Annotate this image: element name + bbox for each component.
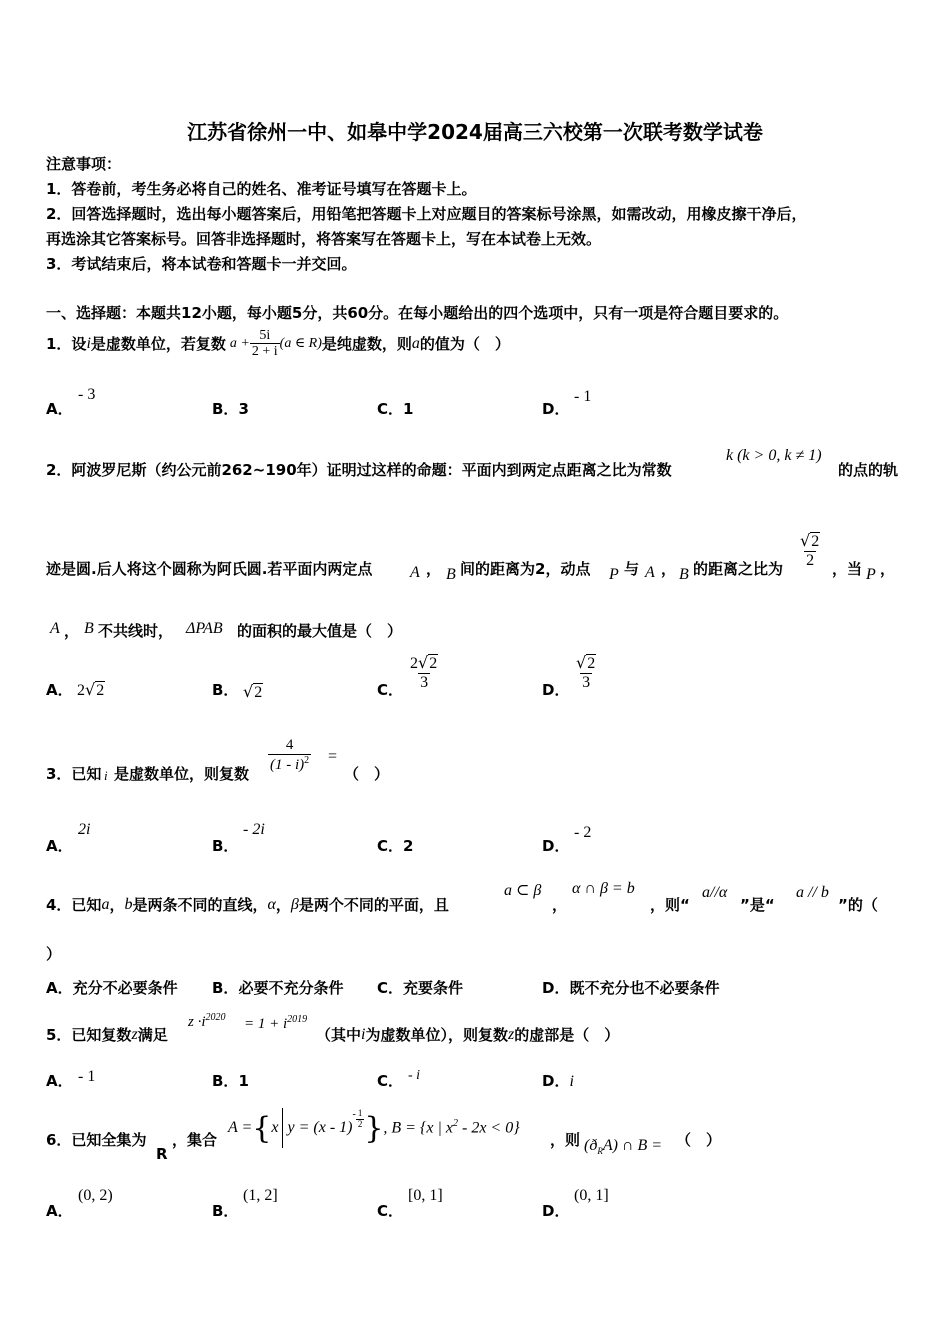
q1-option-c: C．1 bbox=[377, 400, 414, 418]
q5-z: z bbox=[131, 1025, 138, 1043]
notice-item: 3．考试结束后，将本试卷和答题卡一并交回。 bbox=[46, 255, 357, 273]
q2-comma4: ， bbox=[64, 622, 80, 640]
q2-comma2: ， bbox=[661, 560, 677, 578]
q6-set-b: , B = {x | $x^2 - 2x < 0$} bbox=[383, 1118, 520, 1137]
q1-option-a: A． bbox=[46, 400, 73, 418]
q4-end: ”的（ bbox=[838, 896, 878, 914]
q4-mid4: ”是“ bbox=[740, 896, 775, 914]
q2-k-expr: k (k > 0, k ≠ 1) bbox=[726, 447, 822, 464]
q1-option-d: D． bbox=[542, 400, 570, 418]
q2-line2-d: ，当 bbox=[832, 560, 863, 578]
q6-set-a-label: A = bbox=[228, 1119, 253, 1136]
q4-expr2: α ∩ β = b bbox=[572, 880, 635, 897]
q5-option-a: A． bbox=[46, 1072, 73, 1090]
q2-point-b3: B bbox=[84, 620, 94, 637]
q2-line1-end: 的点的轨 bbox=[838, 461, 899, 479]
q6-set-a-cond: y = (x - 1) bbox=[287, 1119, 353, 1136]
q4-expr3: a//α bbox=[702, 884, 728, 901]
q2-line3-c: 的面积的最大值是（ ） bbox=[237, 622, 403, 640]
q4-option-d: D．既不充分也不必要条件 bbox=[542, 979, 720, 997]
q5-z2: z bbox=[507, 1025, 515, 1043]
q1-option-b: B．3 bbox=[212, 400, 249, 418]
q2-point-a2: A bbox=[645, 564, 655, 581]
q6-post: ，则 bbox=[550, 1131, 581, 1149]
q2-option-b: B． bbox=[212, 681, 239, 699]
q3-end: （ ） bbox=[344, 765, 390, 783]
q4-beta: β bbox=[290, 895, 299, 913]
q3-option-b-value: - 2i bbox=[243, 821, 265, 838]
q5-option-a-value: - 1 bbox=[78, 1068, 96, 1085]
q5-option-d: D．i bbox=[542, 1072, 574, 1090]
q2-option-c: C． bbox=[377, 681, 404, 699]
q6-result: $(ð_RA)$ ∩ B = bbox=[584, 1137, 663, 1157]
q2-point-a: A bbox=[410, 564, 420, 581]
q5-i: i bbox=[361, 1025, 366, 1043]
q4-prefix: 4．已知 bbox=[46, 896, 102, 914]
q2-line2-a: 迹是圆.后人将这个圆称为阿氏圆.若平面内两定点 bbox=[46, 560, 373, 578]
q6-option-c: C． bbox=[377, 1202, 404, 1220]
page-title: 江苏省徐州一中、如皋中学2024届高三六校第一次联考数学试卷 bbox=[187, 120, 763, 144]
q6-real-set: R bbox=[156, 1145, 168, 1163]
notice-item: 2．回答选择题时，选出每小题答案后，用铅笔把答题卡上对应题目的答案标号涂黑，如需改动，用橡皮擦干净后， bbox=[46, 205, 807, 223]
q4-mid1: 是两条不同的直线， bbox=[132, 896, 268, 914]
q4-expr1: a ⊂ β bbox=[504, 882, 542, 899]
notice-item: 1．答卷前，考生务必将自己的姓名、准考证号填写在答题卡上。 bbox=[46, 180, 477, 198]
q6-right-brace: } bbox=[364, 1110, 384, 1146]
notice-heading: 注意事项： bbox=[46, 155, 122, 173]
q6-option-a: A． bbox=[46, 1202, 73, 1220]
q6-option-a-value: (0, 2) bbox=[78, 1187, 113, 1204]
q2-point-p2: P bbox=[866, 566, 876, 583]
q2-line3-b: 不共线时， bbox=[98, 622, 174, 640]
q1-denominator: 2 + i bbox=[251, 344, 278, 360]
question-5-post bbox=[316, 1024, 619, 1045]
q5-post3: 的虚部是（ ） bbox=[514, 1026, 620, 1044]
q6-left-brace: { bbox=[252, 1110, 272, 1146]
q5-option-c-value: - i bbox=[408, 1068, 421, 1083]
q6-prefix: 6．已知全集为 bbox=[46, 1131, 147, 1149]
q1-i: i bbox=[86, 334, 91, 352]
q2-option-c-value: $\frac{2√2}{3}$ bbox=[410, 653, 438, 691]
q5-expr-left: $z \cdot i^{2020}$ bbox=[188, 1012, 226, 1030]
q2-point-a3: A bbox=[50, 620, 60, 637]
q4-expr4: a // b bbox=[796, 884, 829, 901]
q6-option-b-value: (1, 2] bbox=[243, 1187, 278, 1204]
q2-point-b2: B bbox=[679, 566, 689, 583]
q6-set-expr bbox=[228, 1108, 520, 1148]
q4-option-b: B．必要不充分条件 bbox=[212, 979, 344, 997]
question-4 bbox=[46, 894, 449, 915]
q3-option-d: D． bbox=[542, 837, 570, 855]
q4-line2: ） bbox=[46, 945, 62, 963]
q2-ratio-den: 2 bbox=[806, 551, 815, 569]
q1-option-d-value: - 1 bbox=[574, 388, 592, 405]
q3-option-a-value: 2i bbox=[78, 821, 91, 838]
q2-option-a: A． bbox=[46, 681, 73, 699]
q4-a: a bbox=[101, 895, 110, 913]
notice-item: 再选涂其它答案标号。回答非选择题时，将答案写在答题卡上，写在本试卷上无效。 bbox=[46, 230, 602, 248]
q3-numerator: 4 bbox=[285, 737, 294, 753]
q6-option-b: B． bbox=[212, 1202, 239, 1220]
q4-option-a: A．充分不必要条件 bbox=[46, 979, 178, 997]
question-1 bbox=[46, 328, 510, 360]
q3-option-c: C．2 bbox=[377, 837, 414, 855]
q6-set-a-var: x bbox=[271, 1119, 279, 1136]
q4-mid3: ，则“ bbox=[650, 896, 690, 914]
q6-option-d-value: (0, 1] bbox=[574, 1187, 609, 1204]
q2-line1: 2．阿波罗尼斯（约公元前262~190年）证明过这样的命题：平面内到两定点距离之比为常数 bbox=[46, 461, 672, 479]
q4-comma3: ， bbox=[552, 896, 568, 914]
q2-line2-b: 间的距离为2，动点 bbox=[460, 560, 591, 578]
q1-numerator: 5i bbox=[259, 328, 271, 343]
q2-ratio: $\frac{√2}{2}$ bbox=[800, 531, 820, 569]
q2-ratio-num: 2 bbox=[811, 533, 820, 550]
q2-yu: 与 bbox=[624, 560, 640, 578]
q6-option-d: D． bbox=[542, 1202, 570, 1220]
q1-a: a bbox=[411, 334, 420, 352]
q3-option-b: B． bbox=[212, 837, 239, 855]
q4-b: b bbox=[124, 895, 133, 913]
q1-prefix: 1．设 bbox=[46, 335, 87, 354]
q3-fraction bbox=[268, 737, 311, 773]
question-5-prefix bbox=[46, 1024, 168, 1045]
q3-option-a: A． bbox=[46, 837, 73, 855]
q1-fraction bbox=[250, 328, 280, 360]
q3-option-d-value: - 2 bbox=[574, 824, 592, 841]
q5-mid: 满足 bbox=[137, 1026, 168, 1044]
q4-comma2: ， bbox=[275, 896, 291, 914]
section-heading: 一、选择题：本题共12小题，每小题5分，共60分。在每小题给出的四个选项中，只有一项是符合题目要求的。 bbox=[46, 304, 789, 322]
q3-equals: = bbox=[328, 748, 338, 765]
q5-option-c: C． bbox=[377, 1072, 404, 1090]
q1-end: 的值为（ ） bbox=[419, 335, 510, 354]
q5-option-b: B．1 bbox=[212, 1072, 249, 1090]
q2-option-b-value: √2 bbox=[243, 682, 263, 701]
q2-comma3: ， bbox=[880, 560, 896, 578]
q4-comma: ， bbox=[109, 896, 125, 914]
q2-point-p: P bbox=[609, 566, 619, 583]
q3-i: i bbox=[104, 768, 108, 783]
q3-prefix: 3．已知 bbox=[46, 765, 102, 783]
q2-triangle: ΔPAB bbox=[186, 620, 223, 637]
q6-mid: ，集合 bbox=[172, 1131, 218, 1149]
q1-option-a-value: - 3 bbox=[78, 386, 96, 403]
q1-expr-a: a + bbox=[229, 335, 250, 351]
q1-post: 是纯虚数，则 bbox=[321, 335, 412, 354]
q6-option-c-value: [0, 1] bbox=[408, 1187, 443, 1204]
q3-mid: 是虚数单位，则复数 bbox=[114, 765, 250, 783]
q5-post2: 为虚数单位），则复数 bbox=[365, 1026, 508, 1044]
q2-line2-c: 的距离之比为 bbox=[693, 560, 784, 578]
q6-end: （ ） bbox=[676, 1131, 722, 1149]
q6-divider bbox=[282, 1108, 283, 1148]
q2-option-a-value: 2√2 bbox=[77, 680, 105, 699]
q3-denominator: (1 - i)$^2$ bbox=[270, 754, 310, 773]
q2-option-d: D． bbox=[542, 681, 570, 699]
q2-point-b: B bbox=[446, 566, 456, 583]
q2-option-d-value: $\frac{√2}{3}$ bbox=[576, 653, 596, 691]
q5-prefix: 5．已知复数 bbox=[46, 1026, 132, 1044]
q2-comma: ， bbox=[426, 560, 442, 578]
q4-option-c: C．充要条件 bbox=[377, 979, 464, 997]
q6-exponent: - $\frac{1}{2}$ bbox=[352, 1107, 363, 1129]
q5-expr-right: = $1 + i^{2019}$ bbox=[244, 1014, 308, 1032]
q4-mid2: 是两个不同的平面，且 bbox=[298, 896, 449, 914]
q4-alpha: α bbox=[267, 895, 276, 913]
q1-mid: 是虚数单位，若复数 bbox=[90, 335, 226, 354]
q1-condition: (a ∈ R) bbox=[279, 336, 322, 352]
q5-post1: （其中 bbox=[316, 1026, 362, 1044]
